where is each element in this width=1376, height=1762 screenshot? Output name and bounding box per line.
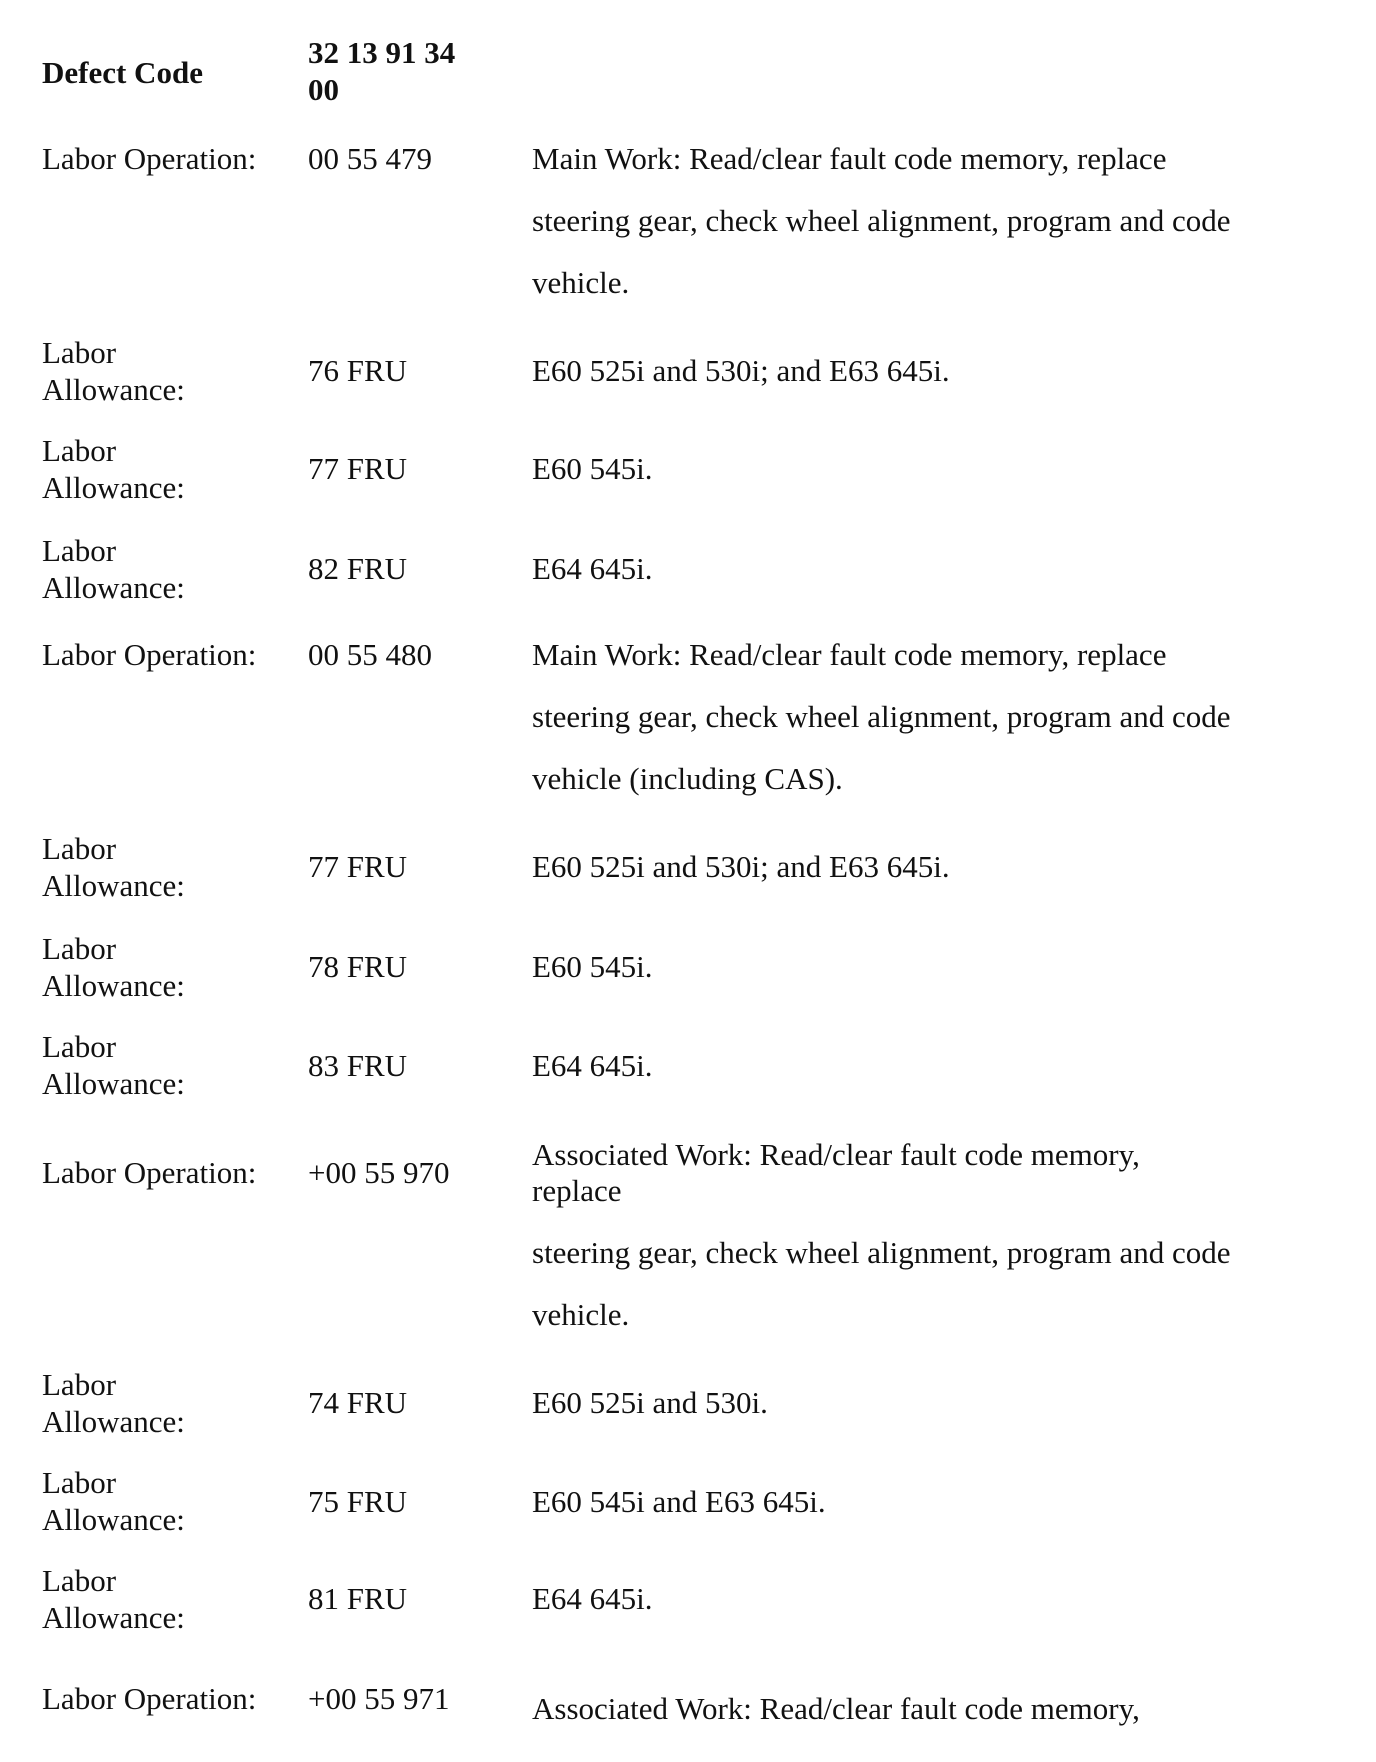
labor-allowance-label-line1: Labor — [42, 335, 117, 370]
model-description: E64 645i. — [532, 551, 653, 586]
labor-allowance-label-line1: Labor — [42, 1465, 117, 1500]
model-description: E64 645i. — [532, 1581, 653, 1616]
labor-allowance-label-line1: Labor — [42, 831, 117, 866]
description-line: steering gear, check wheel alignment, program and code — [532, 1235, 1231, 1270]
model-description: E60 525i and 530i; and E63 645i. — [532, 849, 950, 884]
description-line: Main Work: Read/clear fault code memory, replace — [532, 637, 1167, 672]
labor-allowance-label-line2: Allowance: — [42, 470, 185, 505]
description-line: replace — [532, 1173, 622, 1208]
labor-allowance-fru: 77 FRU — [308, 451, 408, 486]
model-description: E60 525i and 530i. — [532, 1385, 768, 1420]
labor-operation-code: 00 55 479 — [308, 141, 432, 176]
labor-allowance-fru: 78 FRU — [308, 949, 408, 984]
labor-operation-label: Labor Operation: — [42, 637, 257, 672]
description-line: vehicle (including CAS). — [532, 761, 843, 796]
description-line: steering gear, check wheel alignment, program and code — [532, 203, 1231, 238]
labor-allowance-fru: 83 FRU — [308, 1048, 408, 1083]
labor-operation-code: +00 55 970 — [308, 1155, 450, 1190]
labor-allowance-fru: 74 FRU — [308, 1385, 408, 1420]
labor-operation-label: Labor Operation: — [42, 1681, 257, 1716]
labor-allowance-label-line2: Allowance: — [42, 372, 185, 407]
description-line: steering gear, check wheel alignment, program and code — [532, 699, 1231, 734]
labor-operation-label: Labor Operation: — [42, 141, 257, 176]
labor-allowance-label-line2: Allowance: — [42, 1066, 185, 1101]
defect-code-value-line2: 00 — [308, 72, 339, 107]
labor-operation-code: +00 55 971 — [308, 1681, 450, 1716]
defect-code-label: Defect Code — [42, 55, 203, 90]
labor-allowance-fru: 76 FRU — [308, 353, 408, 388]
labor-operation-code: 00 55 480 — [308, 637, 432, 672]
labor-allowance-label-line1: Labor — [42, 931, 117, 966]
labor-allowance-label-line2: Allowance: — [42, 570, 185, 605]
labor-allowance-label-line1: Labor — [42, 533, 117, 568]
description-line: Main Work: Read/clear fault code memory, replace — [532, 141, 1167, 176]
labor-allowance-label-line1: Labor — [42, 1563, 117, 1598]
labor-allowance-label-line1: Labor — [42, 433, 117, 468]
description-line: Associated Work: Read/clear fault code memory, — [532, 1137, 1140, 1172]
defect-code-value-line1: 32 13 91 34 — [308, 35, 456, 70]
labor-allowance-label-line2: Allowance: — [42, 1600, 185, 1635]
labor-allowance-label-line2: Allowance: — [42, 1502, 185, 1537]
labor-allowance-fru: 81 FRU — [308, 1581, 408, 1616]
labor-allowance-label-line2: Allowance: — [42, 1404, 185, 1439]
description-line: vehicle. — [532, 1297, 630, 1332]
labor-allowance-label-line1: Labor — [42, 1029, 117, 1064]
labor-allowance-label-line2: Allowance: — [42, 868, 185, 903]
model-description: E60 545i. — [532, 451, 653, 486]
model-description: E60 545i and E63 645i. — [532, 1484, 826, 1519]
labor-allowance-label-line1: Labor — [42, 1367, 117, 1402]
model-description: E60 525i and 530i; and E63 645i. — [532, 353, 950, 388]
description-line: vehicle. — [532, 265, 630, 300]
labor-allowance-fru: 75 FRU — [308, 1484, 408, 1519]
model-description: E60 545i. — [532, 949, 653, 984]
labor-allowance-label-line2: Allowance: — [42, 968, 185, 1003]
labor-allowance-fru: 82 FRU — [308, 551, 408, 586]
labor-allowance-fru: 77 FRU — [308, 849, 408, 884]
labor-operation-label: Labor Operation: — [42, 1155, 257, 1190]
description-line: Associated Work: Read/clear fault code memory, — [532, 1691, 1140, 1726]
model-description: E64 645i. — [532, 1048, 653, 1083]
